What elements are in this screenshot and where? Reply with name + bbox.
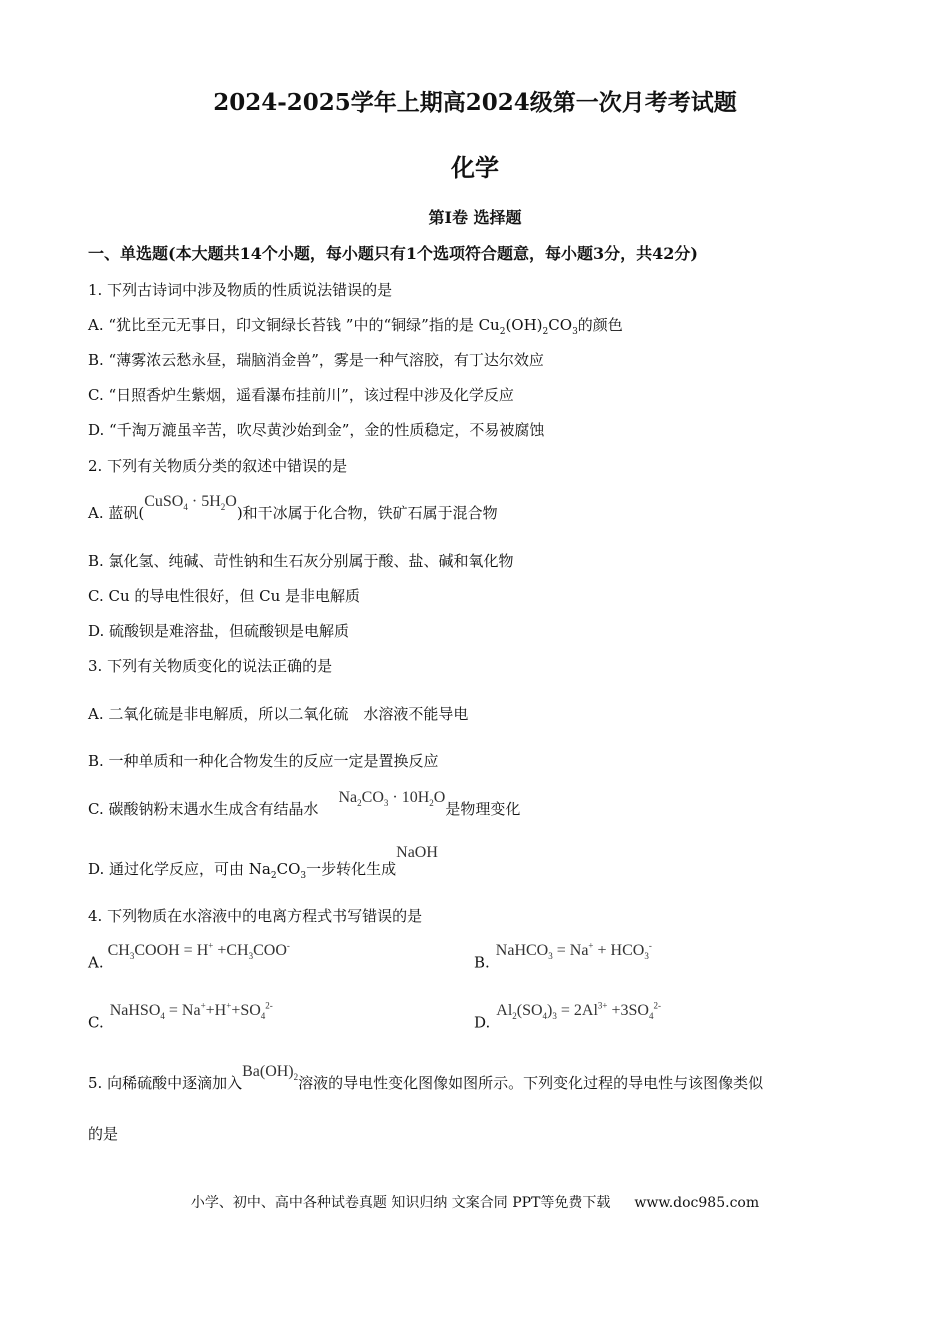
q2-option-a: A. 蓝矾(CuSO$_4$ · $5H_2O$)和干冰属于化合物，铁矿石属于混合物	[88, 493, 498, 522]
q4-option-a: $A.CH_3COOH = H^+ +CH_3COO^-$	[88, 941, 290, 972]
formula-baoh2: $Ba(OH)_2$	[242, 1063, 299, 1083]
q2-option-d: D. 硫酸钡是难溶盐，但硫酸钡是电解质	[88, 622, 350, 640]
section-heading: 一、单选题(本大题共14个小题，每小题只有1个选项符合题意，每小题3分，共42分)	[88, 244, 698, 263]
formula-nahso4-ionization: NaHSO$_4$ = $Na^++H^++SO_4^{2-}$	[109, 1001, 273, 1022]
q4-stem: 4. 下列物质在水溶液中的电离方程式书写错误的是	[88, 907, 423, 925]
formula-na2co3-10h2o: $Na_2CO_3 \cdot 10H_2O$	[338, 789, 446, 809]
q1-stem: 1. 下列古诗词中涉及物质的性质说法错误的是	[88, 281, 393, 299]
q3-stem: 3. 下列有关物质变化的说法正确的是	[88, 657, 333, 675]
part-title: 第Ⅰ卷 选择题	[428, 208, 522, 227]
q2-option-b: B. 氯化氢、纯碱、苛性钠和生石灰分别属于酸、盐、碱和氧化物	[88, 552, 514, 570]
exam-title: 2024-2025学年上期高2024级第一次月考考试题	[213, 89, 737, 116]
q3-option-c: C. 碳酸钠粉末遇水生成含有结晶水$Na_2CO_3 \cdot 10H_2O$是物理变化	[88, 789, 521, 818]
page-footer	[0, 1192, 950, 1212]
q3-option-a: A. 二氧化硫是非电解质，所以二氧化硫 水溶液不能导电	[88, 705, 469, 723]
q1-option-b: B. “薄雾浓云愁永昼，瑞脑消金兽”，雾是一种气溶胶，有丁达尔效应	[88, 351, 544, 369]
q1-option-c: C. “日照香炉生紫烟，遥看瀑布挂前川”，该过程中涉及化学反应	[88, 386, 514, 404]
q3-option-d: D. 通过化学反应，可由 $Na_2CO_3$一步转化生成NaOH	[88, 844, 438, 881]
q1-option-d: D. “千淘万漉虽辛苦，吹尽黄沙始到金”，金的性质稳定，不易被腐蚀	[88, 421, 545, 439]
footer-text: 小学、初中、高中各种试卷真题 知识归纳 文案合同 PPT等免费下载	[190, 1195, 611, 1211]
q5-stem-continued: 的是	[88, 1125, 119, 1143]
q2-stem: 2. 下列有关物质分类的叙述中错误的是	[88, 457, 348, 475]
formula-al2so43-ionization: $Al_2(SO_4)_3 = 2Al^{3+} +3SO_4^{2-}$	[496, 1001, 661, 1022]
formula-ch3cooh-ionization: $CH_3COOH = H^+ +CH_3COO^-$	[107, 941, 290, 962]
subject-title: 化学	[451, 153, 499, 182]
q2-option-c: C. Cu 的导电性很好，但 Cu 是非电解质	[88, 587, 361, 605]
q1-option-a: A. “犹比至元无事日，印文铜绿长苔钱 ”中的“铜绿”指的是 $Cu_2(OH)_2CO_3$的颜色	[88, 316, 623, 337]
q4-option-b: B.NaHCO$_3$ = $Na^+ + HCO_3^-$	[474, 941, 652, 972]
formula-naoh: NaOH	[396, 844, 438, 861]
q5-stem: 5. 向稀硫酸中逐滴加入$Ba(OH)_2$溶液的导电性变化图像如图所示。下列变化过程的导电性与该图像类似	[88, 1063, 764, 1092]
q4-option-c: C.NaHSO$_4$ = $Na^++H^++SO_4^{2-}$	[88, 1001, 273, 1032]
q3-option-b: B. 一种单质和一种化合物发生的反应一定是置换反应	[88, 752, 439, 770]
formula-cuso4-5h2o: CuSO$_4$ · $5H_2O$	[144, 493, 237, 513]
formula-nahco3-ionization: NaHCO$_3$ = $Na^+ + HCO_3^-$	[495, 941, 652, 962]
footer-site: www.doc985.com	[634, 1195, 760, 1211]
q4-option-d: $D.Al_2(SO_4)_3 = 2Al^{3+} +3SO_4^{2-}$	[474, 1001, 661, 1032]
